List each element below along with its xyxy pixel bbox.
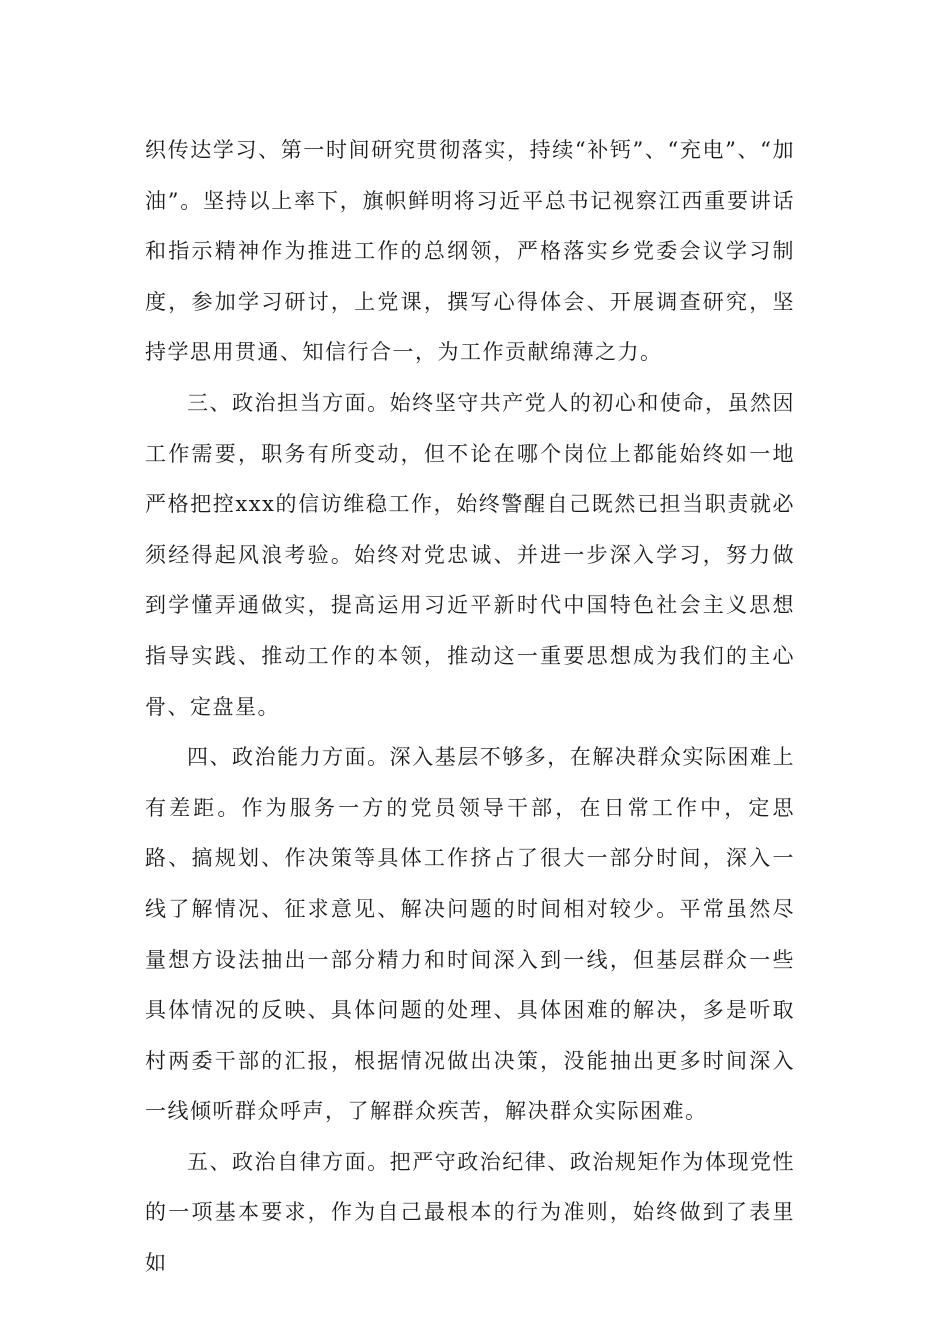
document-body [145,125,795,1289]
paragraph-political-self-discipline: 五、政治自律方面。把严守政治纪律、政治规矩作为体现党性的一项基本要求，作为自己最根本的行为准则，始终做到了表里如 [145,1149,795,1276]
paragraph-political-responsibility: 三、政治担当方面。始终坚守共产党人的初心和使命，虽然因工作需要，职务有所变动，但不论在哪个岗位上都能始终如一地严格把控xxx的信访维稳工作，始终警醒自己既然已担当职责就必须经得起风浪考验。始终对党忠诚、并进一步深入学习，努力做到学懂弄通做实，提高运用习近平新时代中国特色社会主义思想指导实践、推动工作的本领，推动这一重要思想成为我们的主心骨、定盘星。 [145,390,795,719]
paragraph-continuation: 织传达学习、第一时间研究贯彻落实，持续“补钙”、“充电”、“加油”。坚持以上率下，旗帜鲜明将习近平总书记视察江西重要讲话和指示精神作为推进工作的总纲领，严格落实乡党委会议学习制度，参加学习研讨，上党课，撰写心得体会、开展调查研究，坚持学思用贯通、知信行合一，为工作贡献绵薄之力。 [145,138,795,365]
paragraph-political-ability: 四、政治能力方面。深入基层不够多，在解决群众实际困难上有差距。作为服务一方的党员领导干部，在日常工作中，定思路、搞规划、作决策等具体工作挤占了很大一部分时间，深入一线了解情况、征求意见、解决问题的时间相对较少。平常虽然尽量想方设法抽出一部分精力和时间深入到一线，但基层群众一些具体情况的反映、具体问题的处理、具体困难的解决，多是听取村两委干部的汇报，根据情况做出决策，没能抽出更多时间深入一线倾听群众呼声，了解群众疾苦，解决群众实际困难。 [145,745,795,1124]
